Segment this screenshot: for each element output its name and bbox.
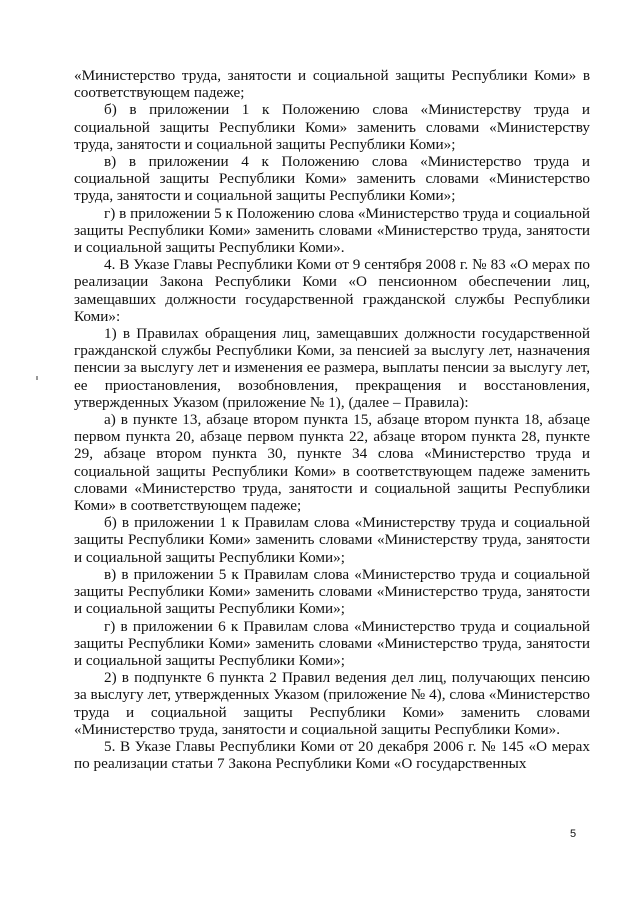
paragraph-subsection-2: 2) в подпункте 6 пункта 2 Правил ведения дел лиц, получающих пенсию за выслугу лет, утвержденных Указом (приложение № 4), слова «Министерство труда и социальной защиты Республики Коми» заменить словами «Министерство труда, занятости и социальной защиты Республики Коми».: [74, 669, 590, 738]
paragraph-subsection-1: 1) в Правилах обращения лиц, замещавших должности государственной гражданской службы Республики Коми, за пенсией за выслугу лет, назначения пенсии за выслугу лет и изменения ее размера, выплаты пенсии за выслугу лет, ее приостановления, возобновления, прекращения и восстановления, утвержденных Указом (приложение № 1), (далее – Правила):: [74, 325, 590, 411]
page-number: 5: [570, 828, 577, 840]
document-body: [74, 67, 590, 772]
paragraph-item-v-appendix-4: в) в приложении 4 к Положению слова «Министерство труда и социальной защиты Республики Коми» заменить словами «Министерство труда, занятости и социальной защиты Республики Коми»;: [74, 153, 590, 205]
paragraph-item-g-rules-appendix-6: г) в приложении 6 к Правилам слова «Министерство труда и социальной защиты Республики Коми» заменить словами «Министерство труда, занятости и социальной защиты Республики Коми»;: [74, 617, 590, 669]
paragraph-item-b-rules-appendix-1: б) в приложении 1 к Правилам слова «Министерству труда и социальной защиты Республики Коми» заменить словами «Министерству труда, занятости и социальной защиты Республики Коми»;: [74, 514, 590, 566]
margin-mark: [36, 376, 38, 380]
paragraph-section-5: 5. В Указе Главы Республики Коми от 20 декабря 2006 г. № 145 «О мерах по реализации статьи 7 Закона Республики Коми «О государственных: [74, 737, 590, 773]
paragraph-item-b-appendix-1: б) в приложении 1 к Положению слова «Министерству труда и социальной защиты Республики Коми» заменить словами «Министерству труда, занятости и социальной защиты Республики Коми»;: [74, 101, 590, 153]
paragraph-continuation: «Министерство труда, занятости и социальной защиты Республики Коми» в соответствующем падеже;: [74, 67, 590, 102]
paragraph-section-4: 4. В Указе Главы Республики Коми от 9 сентября 2008 г. № 83 «О мерах по реализации Закона Республики Коми «О пенсионном обеспечении лиц, замещавших должности государственной гражданской службы Республики Коми»:: [74, 256, 590, 325]
paragraph-item-v-rules-appendix-5: в) в приложении 5 к Правилам слова «Министерство труда и социальной защиты Республики Коми» заменить словами «Министерство труда, занятости и социальной защиты Республики Коми»;: [74, 565, 590, 618]
paragraph-item-g-appendix-5: г) в приложении 5 к Положению слова «Министерство труда и социальной защиты Республики Коми» заменить словами «Министерство труда, занятости и социальной защиты Республики Коми».: [74, 204, 590, 257]
paragraph-item-a-rules: а) в пункте 13, абзаце втором пункта 15, абзаце втором пункта 18, абзаце первом пункта 20, абзаце первом пункта 22, абзаце втором пункта 28, пункте 29, абзаце втором пункта 30, пункте 34 слова «Министерство труда и социальной защиты Республики Коми» в соответствующем падеже заменить словами «Министерство труда, занятости и социальной защиты Республики Коми» в соответствующем падеже;: [74, 411, 590, 515]
